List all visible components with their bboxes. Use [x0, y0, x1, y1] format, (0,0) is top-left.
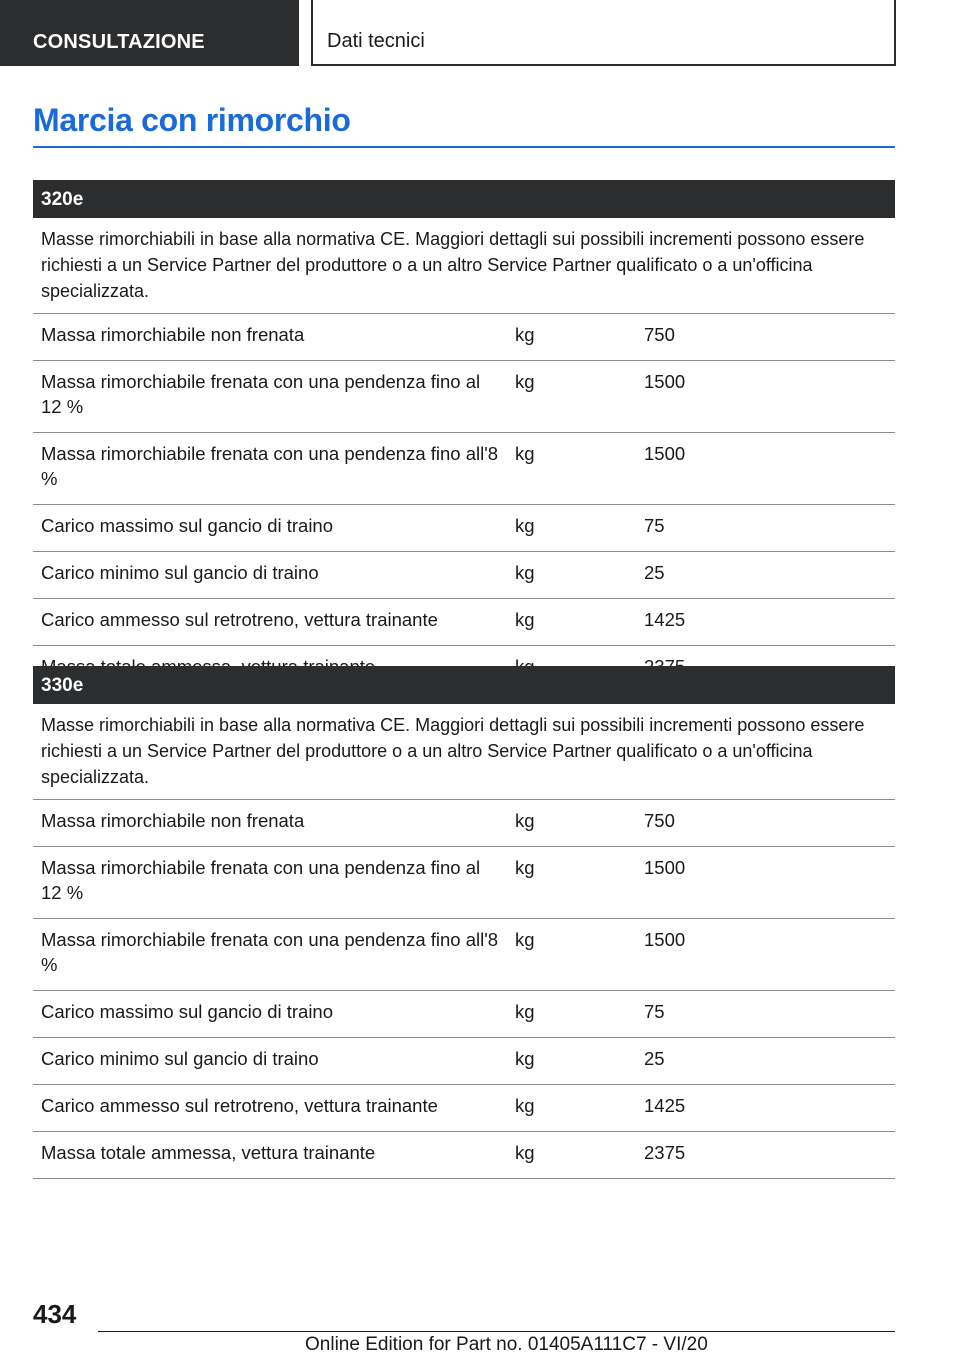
row-value: 1500 — [644, 857, 686, 878]
table-row — [33, 314, 895, 361]
section-tab: CONSULTAZIONE — [0, 0, 299, 66]
table-row — [33, 599, 895, 646]
row-label: Carico minimo sul gancio di traino — [41, 1048, 319, 1069]
row-unit: kg — [515, 1001, 535, 1022]
row-value: 750 — [644, 810, 675, 831]
row-unit: kg — [515, 562, 535, 583]
row-value: 25 — [644, 562, 665, 583]
row-unit: kg — [515, 1048, 535, 1069]
table-row — [33, 1132, 895, 1179]
row-unit: kg — [515, 443, 535, 464]
row-label: Massa rimorchiabile non frenata — [41, 324, 305, 345]
table-note: Masse rimorchiabili in base alla normativa CE. Maggiori dettagli sui possibili incrementi possono essere richiesti a un Service Partner del produttore o a un altro Service Partner qualificato o a un'officina specializzata. — [33, 704, 895, 800]
page-title: Marcia con rimorchio — [33, 102, 351, 138]
chapter-tab: Dati tecnici — [311, 0, 896, 66]
edition-info: Online Edition for Part no. 01405A111C7 - VI/20 — [305, 1334, 708, 1355]
table-row — [33, 505, 895, 552]
table-row — [33, 361, 895, 433]
table-model-header: 330e — [33, 666, 895, 704]
table-model-header: 320e — [33, 180, 895, 218]
trailer-table-330e — [33, 666, 895, 1179]
table-row — [33, 1085, 895, 1132]
row-label: Carico minimo sul gancio di traino — [41, 562, 319, 583]
row-value: 1500 — [644, 443, 686, 464]
row-unit: kg — [515, 609, 535, 630]
table-row — [33, 433, 895, 505]
table-row — [33, 847, 895, 919]
row-label: Massa rimorchiabile frenata con una pendenza fino al 12 % — [41, 371, 481, 417]
row-value: 1500 — [644, 929, 686, 950]
row-unit: kg — [515, 857, 535, 878]
row-value: 1425 — [644, 1095, 686, 1116]
row-label: Massa rimorchiabile frenata con una pendenza fino al 12 % — [41, 857, 481, 903]
row-value: 1425 — [644, 609, 686, 630]
row-label: Massa rimorchiabile non frenata — [41, 810, 305, 831]
table-row — [33, 552, 895, 599]
trailer-table-320e — [33, 180, 895, 693]
table-row — [33, 1038, 895, 1085]
row-unit: kg — [515, 1095, 535, 1116]
row-label: Carico ammesso sul retrotreno, vettura trainante — [41, 1095, 438, 1116]
row-unit: kg — [515, 810, 535, 831]
row-label: Carico massimo sul gancio di traino — [41, 1001, 334, 1022]
row-value: 2375 — [644, 1142, 686, 1163]
row-value: 75 — [644, 515, 665, 536]
row-label: Massa rimorchiabile frenata con una pendenza fino all'8 % — [41, 443, 499, 489]
table-row — [33, 991, 895, 1038]
row-unit: kg — [515, 324, 535, 345]
row-label: Carico ammesso sul retrotreno, vettura trainante — [41, 609, 438, 630]
row-value: 1500 — [644, 371, 686, 392]
page-header — [0, 0, 960, 66]
row-value: 25 — [644, 1048, 665, 1069]
row-label: Massa totale ammessa, vettura trainante — [41, 1142, 376, 1163]
row-label: Carico massimo sul gancio di traino — [41, 515, 334, 536]
row-value: 750 — [644, 324, 675, 345]
table-row — [33, 800, 895, 847]
row-label: Massa rimorchiabile frenata con una pendenza fino all'8 % — [41, 929, 499, 975]
table-note: Masse rimorchiabili in base alla normativa CE. Maggiori dettagli sui possibili incrementi possono essere richiesti a un Service Partner del produttore o a un altro Service Partner qualificato o a un'officina specializzata. — [33, 218, 895, 314]
page-number: 434 — [33, 1299, 77, 1329]
row-unit: kg — [515, 929, 535, 950]
title-divider — [33, 146, 895, 148]
row-unit: kg — [515, 371, 535, 392]
row-unit: kg — [515, 1142, 535, 1163]
row-value: 75 — [644, 1001, 665, 1022]
footer-divider — [98, 1331, 895, 1332]
row-unit: kg — [515, 515, 535, 536]
table-row — [33, 919, 895, 991]
